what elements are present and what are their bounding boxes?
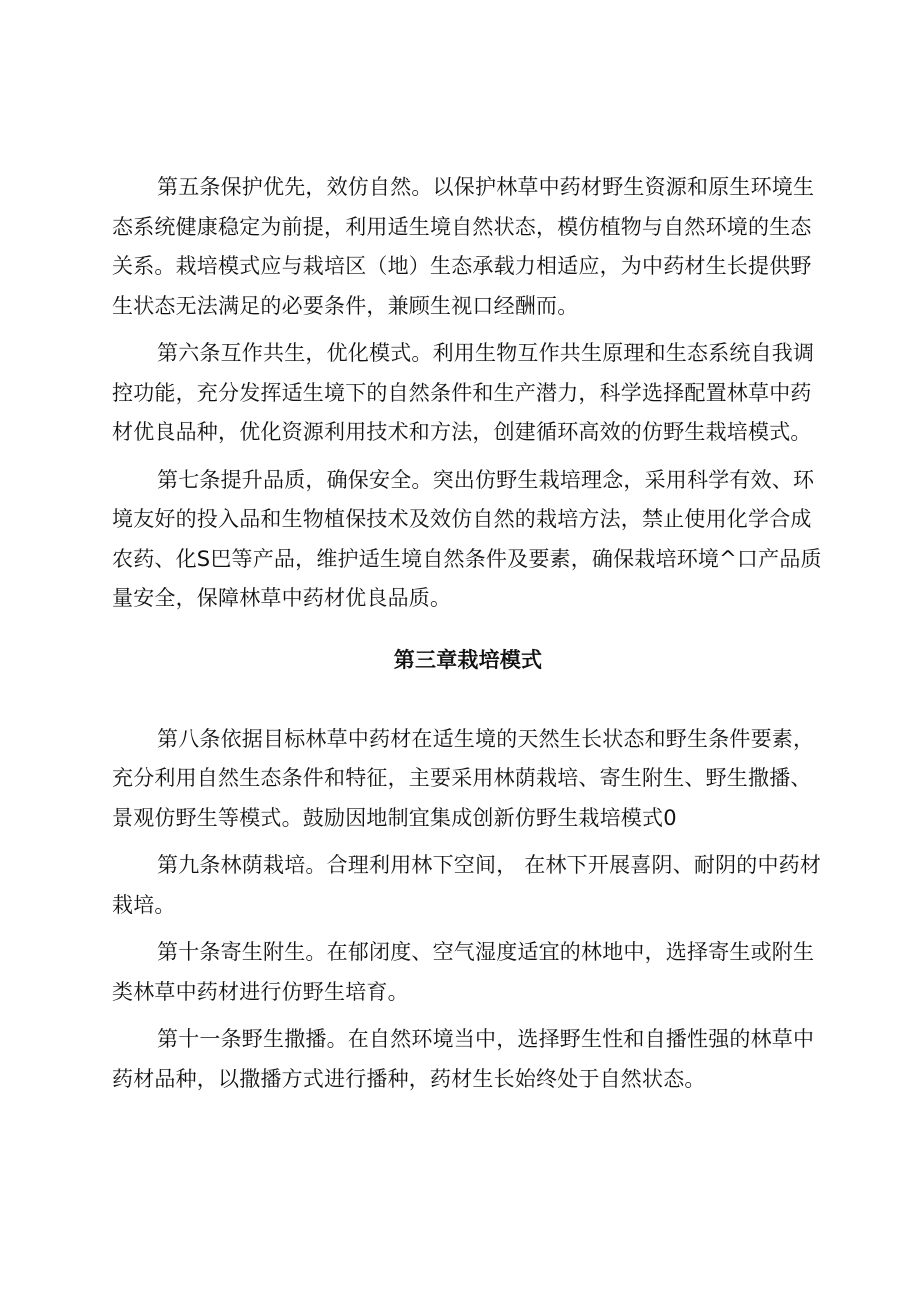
- article-11-paragraph: 第十一条野生撒播。在自然环境当中，选择野生性和自播性强的林草中药材品种，以撒播方式进行播种，药材生长始终处于自然状态。: [112, 1027, 815, 1091]
- article-5-paragraph: 第五条保护优先，效仿自然。以保护林草中药材野生资源和原生环境生态系统健康稳定为前提，利用适生境自然状态，模仿植物与自然环境的生态关系。栽培模式应与栽培区（地）生态承载力相适应，为中药材生长提供野生状态无法满足的必要条件，兼顾生视口经酬而。: [112, 175, 815, 318]
- article-9-paragraph: 第九条林荫栽培。合理利用林下空间， 在林下开展喜阴、耐阴的中药材栽培。: [112, 853, 822, 917]
- chapter-heading: 第三章栽培模式: [393, 647, 543, 672]
- article-8-paragraph: 第八条依据目标林草中药材在适生境的天然生长状态和野生条件要素，充分利用自然生态条件和特征，主要采用林荫栽培、寄生附生、野生撒播、景观仿野生等模式。鼓励因地制宜集成创新仿野生栽培模式0: [112, 726, 815, 830]
- article-7-paragraph: 第七条提升品质，确保安全。突出仿野生栽培理念，采用科学有效、环境友好的投入品和生物植保技术及效仿自然的栽培方法，禁止使用化学合成农药、化S巴等产品，维护适生境自然条件及要素，确保栽培环境^口产品质量安全，保障林草中药材优良品质。: [112, 467, 822, 610]
- article-10-paragraph: 第十条寄生附生。在郁闭度、空气湿度适宜的林地中，选择寄生或附生类林草中药材进行仿野生培育。: [112, 940, 815, 1004]
- article-6-paragraph: 第六条互作共生，优化模式。利用生物互作共生原理和生态系统自我调控功能，充分发挥适生境下的自然条件和生产潜力，科学选择配置林草中药材优良品种，优化资源利用技术和方法，创建循环高效的仿野生栽培模式。: [112, 341, 815, 444]
- document-body: [112, 168, 824, 1107]
